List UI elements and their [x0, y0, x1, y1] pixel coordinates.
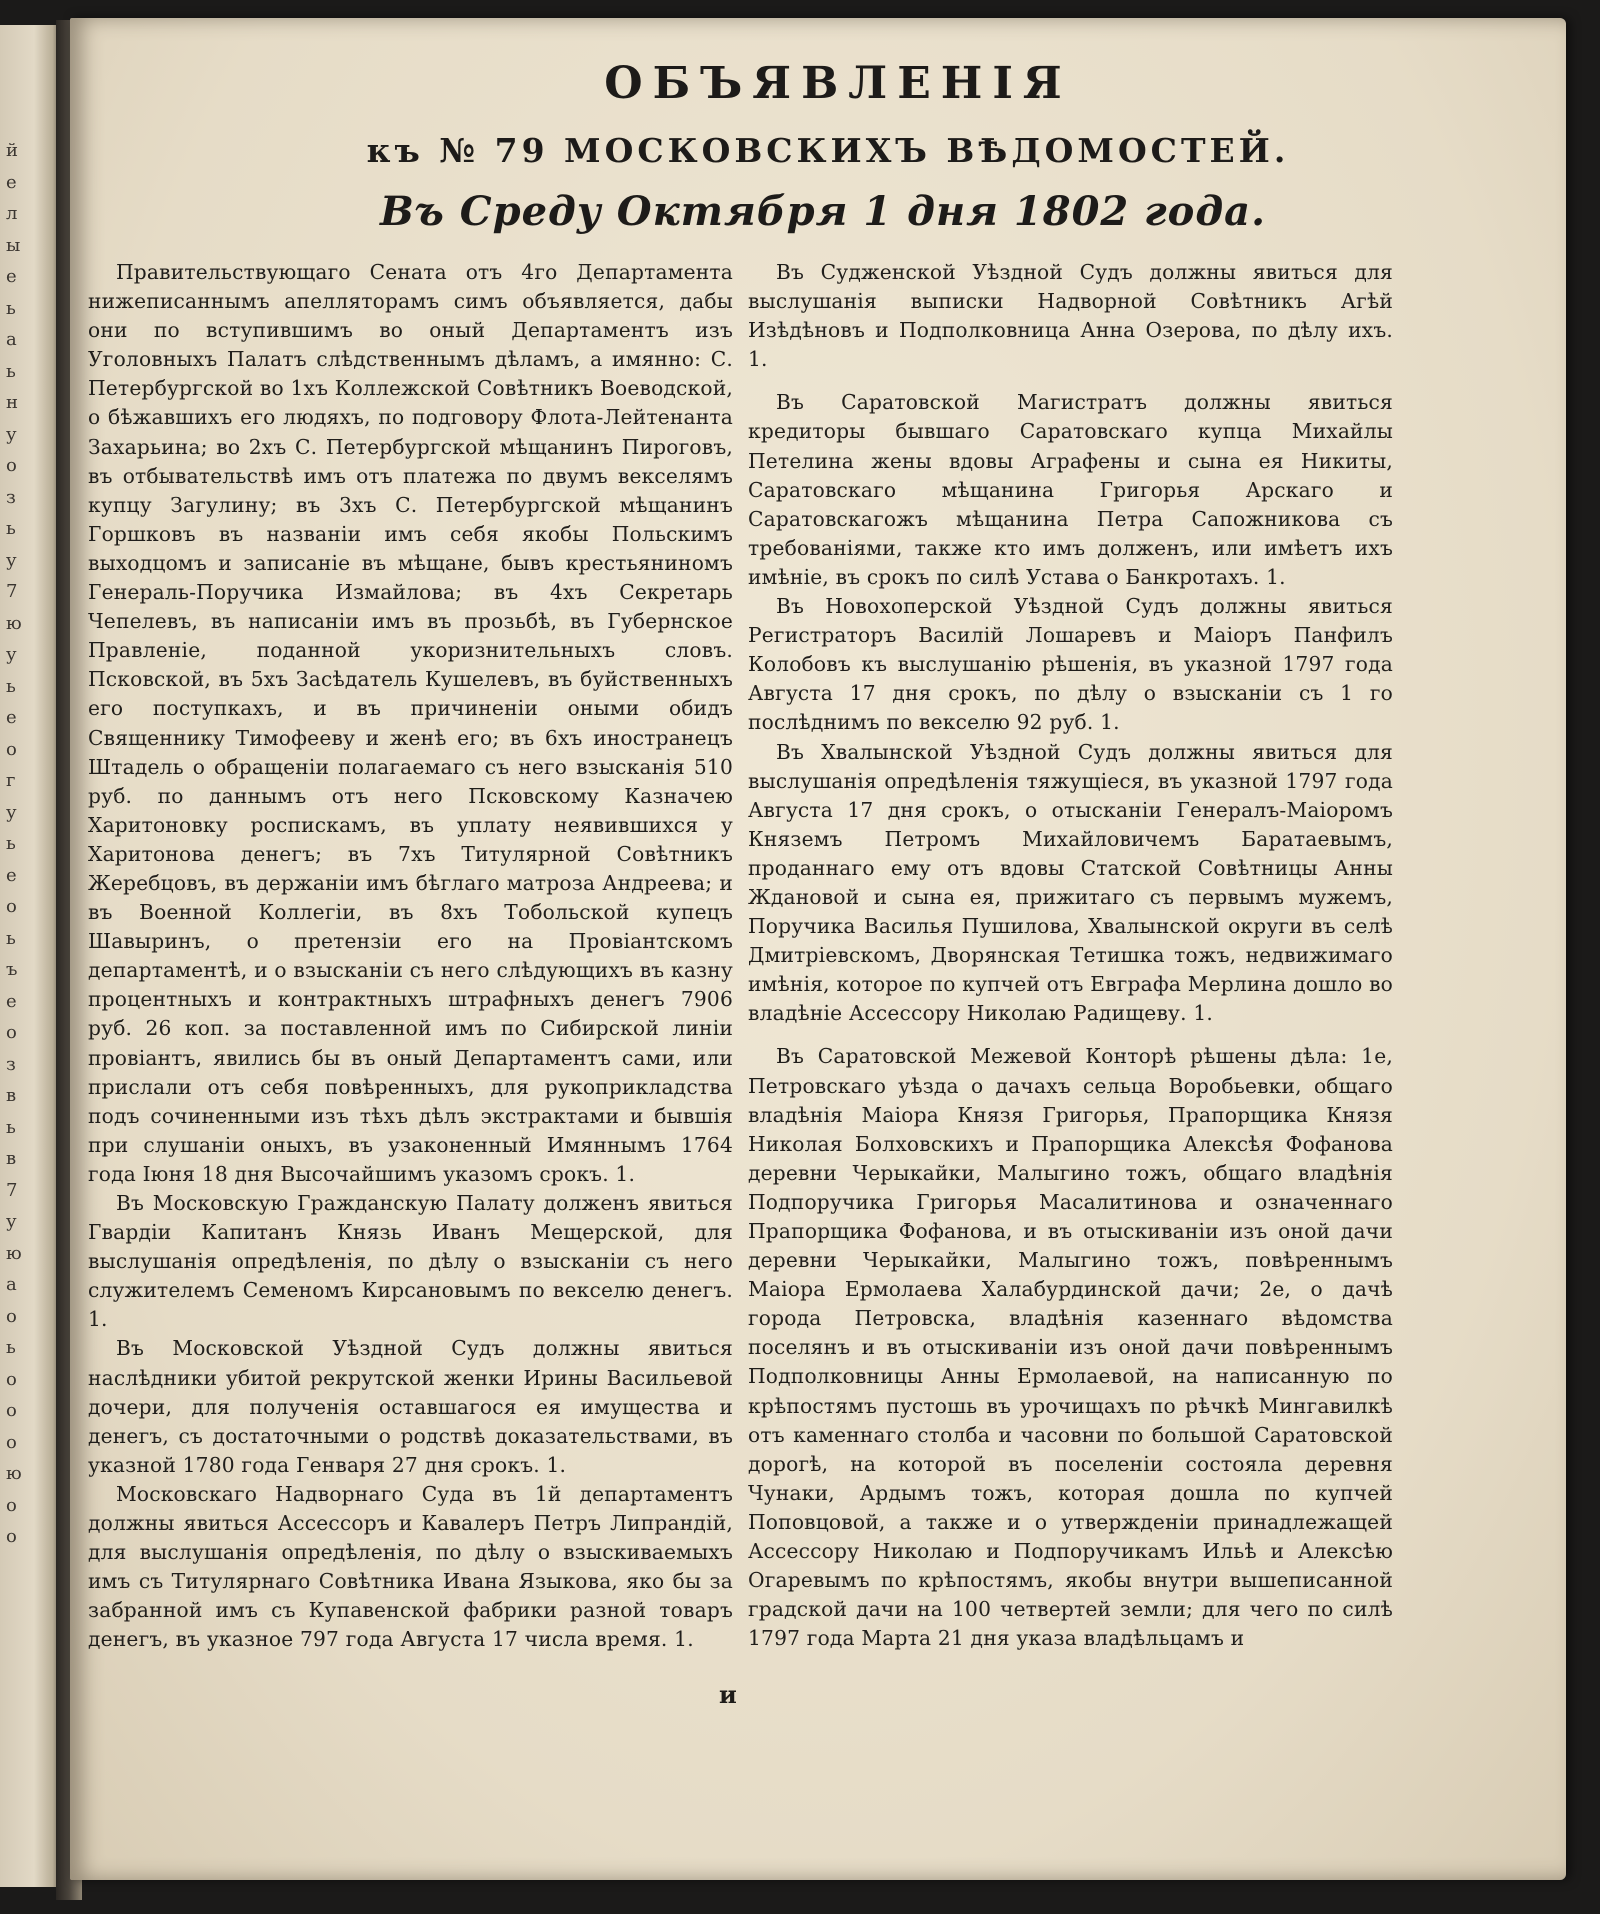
margin-letter: у	[6, 1211, 17, 1232]
margin-letter: з	[6, 1053, 16, 1075]
margin-letter: е	[6, 266, 17, 287]
margin-letter: о	[6, 455, 17, 476]
margin-letter: ы	[6, 234, 21, 256]
announcement-civil-chamber: Въ Московскую Гражданскую Палату долженъ явиться Гвардіи Капитанъ Князь Иванъ Мещерской, для выслушанія опредѣленія, по дѣлу о взысканіи съ него служителемъ Семеномъ Кирсановымъ по векселю денегъ. 1.	[88, 1191, 733, 1332]
margin-letter: ь	[6, 927, 16, 949]
margin-letter: 7	[6, 1179, 18, 1201]
announcement-saratov-survey-office: Въ Саратовской Межевой Конторѣ рѣшены дѣла: 1е, Петровскаго уѣзда о дачахъ сельца Воробьевки, общаго владѣнія Маіора Князя Григорья, Прапорщика Князя Николая Болховскихъ и Прапорщика Алексѣя Фофанова деревни Черыкайки, Малыгино тожъ, общаго владѣнія Подпоручика Григорья Масалитинова и означеннаго Прапорщика Фофанова, и въ отыскиваніи изъ оной дачи деревни Черыкайки, Малыгино тожъ, повѣреннымъ Маіора Ермолаева Халабурдинской дачи; 2е, о дачѣ города Петровска, владѣнія казеннаго вѣдомства поселянъ и въ отыскиваніи изъ оной дачи повѣреннымъ Подполковницы Анны Ермолаевой, на написанную по крѣпостямъ пустошь въ урочищахъ по рѣчкѣ Мингавилкѣ отъ каменнаго столба и часовни по большой Саратовской дорогѣ, на которой въ поселеніи состояла деревня Чунаки, Ардымъ тожъ, которая дошла по купчей Поповцовой, а также и о утвержденіи принадлежащей Ассессору Николаю и Подпоручикамъ Ильѣ и Алексѣю Огаревымъ по крѣпостямъ, якобы внутри вышеписанной градской дачи на 100 четвертей земли; для чего по силѣ 1797 года Марта 21 дня указа владѣльцамъ и	[748, 1044, 1393, 1651]
announcement-senate: Правительствующаго Сената отъ 4го Департамента нижеписаннымъ апелляторамъ симъ объявляется, дабы они по вступившимъ во оный Департаментъ изъ Уголовныхъ Палатъ слѣдственнымъ дѣламъ, а имянно: С. Петербургской во 1хъ Коллежской Совѣтникъ Воеводской, о бѣжавшихъ его людяхъ, по подговору Флота-Лейтенанта Захарьина; во 2хъ С. Петербургской мѣщанинъ Пироговъ, въ отбывательствѣ имъ отъ платежа по двумъ векселямъ купцу Загулину; въ 3хъ С. Петербургской мѣщанинъ Горшковъ въ названіи имъ себя якобы Польскимъ выходцомъ и записаніе въ мѣщане, бывъ крестьяниномъ Генераль-Поручика Измайлова; въ 4хъ Секретарь Чепелевъ, въ написаніи имъ въ прозьбѣ, въ Губернское Правленіе, поданной укоризнительныхъ словъ. Псковской, въ 5хъ Засѣдатель Кушелевъ, въ буйственныхъ его поступкахъ, и въ причиненіи оными обидъ Священнику Тимофееву и женѣ его; въ 6хъ иностранецъ Штадель о обращеніи полагаемаго съ него взысканія 510 руб. по даннымъ отъ него Псковскому Казначею Харитоновку роспискамъ, въ уплату неявившихся у Харитонова денегъ; въ 7хъ Титулярной Совѣтникъ Жеребцовъ, въ держаніи имъ бѣглаго матроза Андреева; и въ Военной Коллегіи, въ 8хъ Тобольской купецъ Шавыринъ, о претензіи его на Провіантскомъ департаментѣ, и о взысканіи съ него слѣдующихъ въ казну процентныхъ и контрактныхъ штрафныхъ денегъ 7906 руб. 26 коп. за поставленной имъ по Сибирской линіи провіантъ, явились бы въ оный Департаментъ сами, или прислали отъ себя повѣренныхъ, для рукоприкладства подъ сочиненными изъ тѣхъ дѣлъ экстрактами и бывшія при слушаніи оныхъ, въ узаконенный Имяннымъ 1764 года Іюня 18 дня Высочайшимъ указомъ срокъ. 1.	[88, 260, 733, 1186]
left-column	[88, 258, 733, 1655]
margin-letter: в	[6, 1085, 17, 1106]
margin-letter: о	[6, 1022, 17, 1043]
margin-letter: о	[6, 738, 17, 760]
margin-letter: е	[6, 707, 17, 728]
announcement-novokhopersk-court: Въ Новохоперской Уѣздной Судъ должны явиться Регистраторъ Василій Лошаревъ и Маіоръ Панфилъ Колобовъ къ выслушанію рѣшенія, въ указной 1797 года Августа 17 дня срокъ, по дѣлу о взысканіи съ 1 го послѣднимъ по векселю 92 руб. 1.	[748, 594, 1393, 735]
margin-letter: н	[6, 392, 18, 413]
margin-letter: 7	[6, 581, 18, 602]
margin-letter: з	[6, 486, 16, 508]
margin-letter: у	[6, 549, 17, 571]
left-page-cut-off-letters	[6, 135, 28, 1553]
margin-letter: у	[6, 801, 17, 823]
margin-letter: ю	[6, 1242, 22, 1264]
margin-letter: о	[6, 1368, 17, 1390]
announcement-sudzha-court: Въ Судженской Уѣздной Судъ должны явиться для выслушанія выписки Надворной Совѣтникъ Агѣй Изѣдѣновъ и Подполковница Анна Озерова, по дѣлу ихъ. 1.	[748, 260, 1393, 372]
announcement-khvalynsk-court: Въ Хвалынской Уѣздной Судъ должны явиться для выслушанія опредѣленія тяжущіеся, въ указной 1797 года Августа 17 дня срокъ, о отысканіи Генералъ-Маіоромъ Княземъ Петромъ Михайловичемъ Баратаевымъ, проданнаго ему отъ вдовы Статской Совѣтницы Анны Ждановой и сына ея, прижитаго съ первымъ мужемъ, Поручика Василья Пушилова, Хвалынской округи въ селѣ Дмитріевскомъ, Дворянская Тетишка тожъ, недвижимаго имѣнія, которое по купчей отъ Евграфа Мерлина дошло во владѣніе Ассессору Николаю Радищеву. 1.	[748, 739, 1393, 1026]
margin-letter: е	[6, 864, 17, 886]
margin-letter: е	[6, 990, 17, 1012]
announcement-moscow-aulic-court: Московскаго Надворнаго Суда въ 1й департаментъ должны явиться Ассессоръ и Кавалеръ Петръ Липрандій, для выслушанія опредѣленія, по дѣлу о взыскиваемыхъ имъ съ Титулярнаго Совѣтника Ивана Языкова, яко бы за забранной имъ съ Купавенской фабрики разной товаръ денегъ, въ указное 797 года Августа 17 числа время. 1.	[88, 1481, 733, 1652]
margin-letter: ъ	[6, 959, 18, 980]
page-header	[70, 58, 1566, 235]
margin-letter: о	[6, 1526, 17, 1547]
right-column	[748, 258, 1393, 1653]
margin-letter: ь	[6, 360, 16, 382]
margin-letter: в	[6, 1148, 17, 1169]
announcement-moscow-district-court: Въ Московской Уѣздной Судъ должны явиться наслѣдники убитой рекрутской женки Ирины Васильевой дочери, для полученія оставшагося ея имущества и денегъ, съ достаточными о родствѣ доказательствами, въ указной 1780 года Генваря 27 дня срокъ. 1.	[88, 1336, 733, 1477]
margin-letter: о	[6, 896, 17, 917]
margin-letter: о	[6, 1400, 17, 1421]
margin-letter: ю	[6, 1463, 22, 1484]
margin-letter: ю	[6, 612, 22, 634]
margin-letter: о	[6, 1431, 17, 1453]
margin-letter: а	[6, 329, 17, 350]
margin-letter: а	[6, 1274, 17, 1295]
margin-letter: о	[6, 1305, 17, 1327]
catchword: и	[719, 1680, 737, 1709]
margin-letter: ь	[6, 518, 16, 539]
margin-letter: у	[6, 423, 17, 445]
margin-letter: ь	[6, 297, 16, 319]
page-title: ОБЪЯВЛЕНІЯ	[604, 58, 1072, 109]
newspaper-page	[70, 18, 1566, 1880]
margin-letter: ь	[6, 675, 16, 697]
margin-letter: л	[6, 203, 18, 224]
margin-letter: е	[6, 171, 17, 193]
page-subtitle: къ № 79 МОСКОВСКИХЪ ВѢДОМОСТЕЙ.	[366, 131, 1290, 170]
margin-letter: ь	[6, 1116, 16, 1138]
announcement-saratov-magistrate: Въ Саратовской Магистратъ должны явиться кредиторы бывшаго Саратовскаго купца Михайлы Петелина жены вдовы Аграфены и сына ея Никиты, Саратовскаго мѣщанина Григорья Арскаго и Саратовскагожъ мѣщанина Петра Сапожникова съ требованіями, также кто имъ долженъ, или имѣетъ ихъ имѣніе, въ срокъ по силѣ Устава о Банкротахъ. 1.	[748, 390, 1393, 589]
margin-letter: г	[6, 770, 16, 791]
issue-date: Въ Среду Октября 1 дня 1802 года.	[379, 188, 1266, 235]
margin-letter: й	[6, 140, 18, 161]
margin-letter: ь	[6, 1337, 16, 1358]
margin-letter: у	[6, 644, 17, 665]
margin-letter: о	[6, 1494, 17, 1516]
left-facing-page-edge	[0, 25, 62, 1887]
margin-letter: ь	[6, 833, 16, 854]
